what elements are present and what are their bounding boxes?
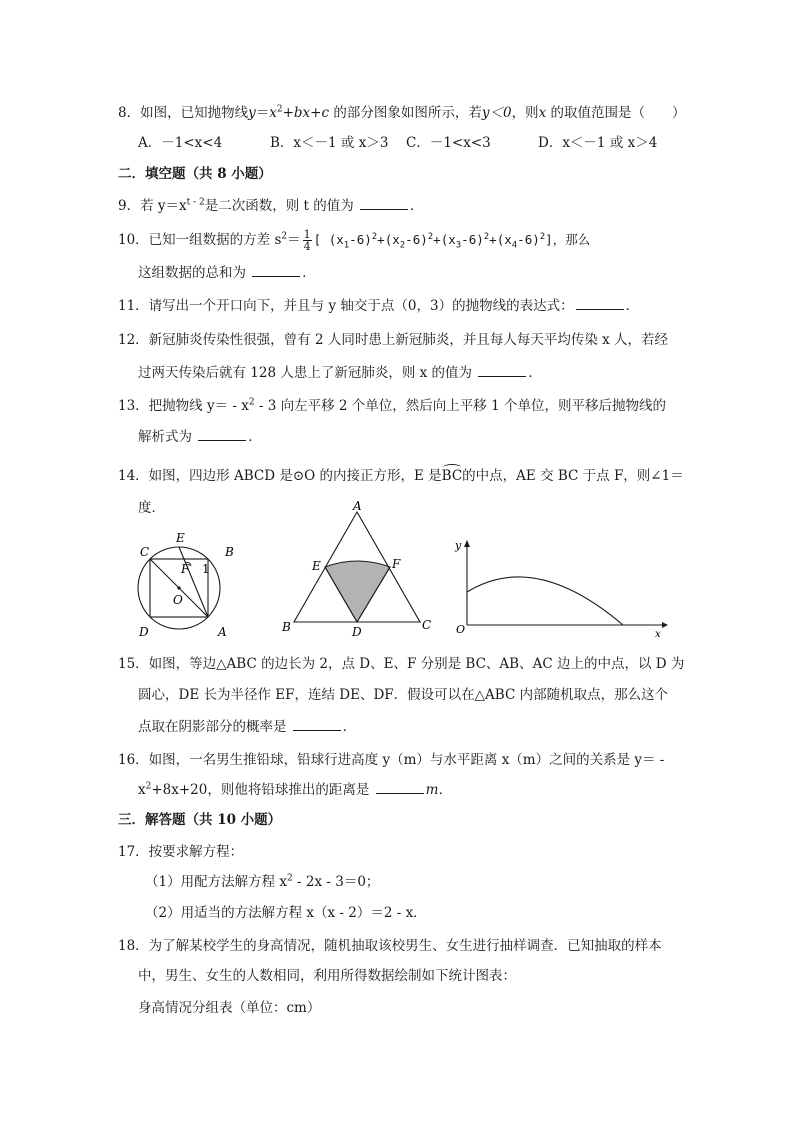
q15-line3: 点取在阴影部分的概率是 ． — [138, 719, 357, 735]
label-c: C — [422, 618, 432, 632]
q8-option-b: B．x＜－1 或 x＞3 — [270, 135, 389, 151]
label-o: O — [173, 593, 183, 607]
q17-part1: （1）用配方法解方程 $x^2 - 2x - 3=0$； — [145, 873, 380, 890]
q18-line3: 身高情况分组表（单位：cm） — [138, 1000, 321, 1016]
q16-line1: 16．如图，一名男生推铅球，铅球行进高度 y（m）与水平距离 x（m）之间的关系是 y＝ - — [118, 752, 665, 768]
q12-blank — [478, 364, 526, 377]
center-point — [177, 586, 180, 589]
segment-ae — [179, 547, 208, 617]
q10-line2: 这组数据的总和为 ． — [138, 265, 316, 281]
label-y: y — [455, 539, 462, 552]
figure-parabola-graph — [450, 535, 670, 640]
q12-line2: 过两天传染后就有 128 人患上了新冠肺炎，则 x 的值为 ． — [138, 365, 542, 381]
q10-line1: 10．已知一组数据的方差 $s^2=$ $\frac{1}{4}$ [ $(x_1-6)^2+(x_2-6)^2+(x_3-6)^2+(x_4-6)^2$]，那么 — [118, 228, 591, 253]
label-b: B — [225, 545, 234, 559]
label-f: F — [181, 562, 190, 576]
q15-blank — [293, 718, 341, 731]
q17-line1: 17．按要求解方程： — [118, 844, 244, 860]
q15-line1: 15．如图，等边△ABC 的边长为 2，点 D、E、F 分别是 BC、AB、AC 边上的中点，以 D 为 — [118, 656, 685, 672]
shaded-sector — [325, 561, 390, 622]
label-d: D — [139, 625, 149, 639]
q12-line1: 12．新冠肺炎传染性很强，曾有 2 人同时患上新冠肺炎，并且每人每天平均传染 x 人，若经 — [118, 332, 669, 348]
q13-line2: 解析式为 ． — [138, 429, 262, 445]
section-2-heading: 二．填空题（共 8 小题） — [118, 166, 272, 182]
q8-option-d: D．x＜－1 或 x＞4 — [538, 135, 658, 151]
q13-line1: 13．把抛物线 $y= - x^2 - 3$ 向左平移 2 个单位，然后向上平移 1 个单位，则平移后抛物线的 — [118, 397, 666, 414]
y-axis-arrow — [464, 540, 470, 547]
q16-line2: $x^2+8x+20$，则他将铅球推出的距离是 m． — [138, 781, 452, 798]
label-origin: O — [456, 623, 466, 636]
section-3-heading: 三．解答题（共 10 小题） — [118, 812, 282, 828]
label-x: x — [655, 629, 661, 640]
label-d: D — [352, 625, 362, 639]
q8-options — [138, 134, 657, 152]
q18-line2: 中，男生、女生的人数相同，利用所得数据绘制如下统计图表： — [138, 968, 516, 984]
q18-line1: 18．为了解某校学生的身高情况，随机抽取该校男生、女生进行抽样调查．已知抽取的样本 — [118, 938, 662, 954]
q11: 11．请写出一个开口向下，并且与 y 轴交于点（0，3）的抛物线的表达式： ． — [118, 298, 640, 314]
label-e: E — [312, 559, 321, 573]
q10-blank — [252, 264, 300, 277]
q16-blank — [376, 781, 424, 794]
q14-line2: 度． — [138, 500, 165, 516]
q9: 9．若 $y=x^{t - 2}$是二次函数，则 t 的值为 ． — [118, 197, 424, 214]
parabola-curve — [467, 577, 623, 625]
q8-line1: 8．如图，已知抛物线$y=x^2+bx+c$ 的部分图象如图所示，若y＜0，则x 的取值范围是（ ） — [118, 104, 686, 121]
label-e: E — [176, 531, 185, 545]
q8-option-a: A．－1<x<4 — [138, 135, 223, 151]
q15-line2: 圆心，DE 长为半径作 EF，连结 DE、DF．假设可以在△ABC 内部随机取点，那么这个 — [138, 687, 669, 703]
label-1: 1 — [202, 562, 210, 576]
q14-line1: 14．如图，四边形 ABCD 是⊙O 的内接正方形，E 是BC的中点，AE 交 BC 于点 F，则∠1＝ — [118, 468, 684, 484]
label-b: B — [282, 620, 291, 634]
q14-arc-bc: BC — [441, 468, 463, 484]
label-a: A — [218, 625, 227, 639]
label-c: C — [140, 545, 150, 559]
figure-equilateral-triangle — [280, 500, 435, 640]
q17-part2: （2）用适当的方法解方程 x（x - 2）＝2 - x． — [145, 905, 427, 921]
label-f: F — [392, 557, 401, 571]
figure-circle-square — [130, 523, 250, 643]
q11-blank — [576, 297, 624, 310]
q10-fraction: $\frac{1}{4}$ — [303, 228, 311, 253]
x-axis-arrow — [662, 622, 668, 628]
label-a: A — [353, 500, 362, 513]
q13-blank — [198, 428, 246, 441]
q9-blank — [360, 197, 408, 210]
q8-option-c: C．－1<x<3 — [406, 135, 491, 151]
